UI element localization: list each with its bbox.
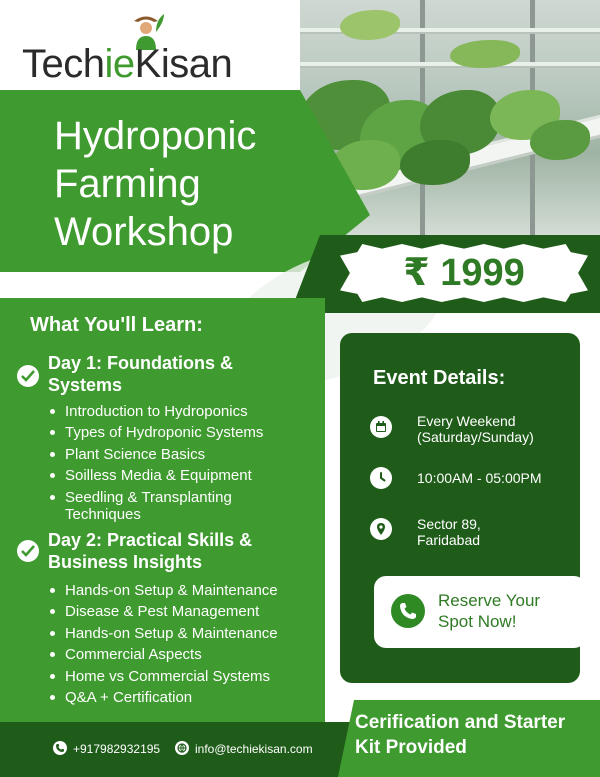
day2-topic-list [50, 582, 320, 710]
email-address[interactable]: info@techiekisan.com [195, 742, 313, 756]
title-line: Workshop [54, 210, 234, 254]
curriculum-heading: What You'll Learn: [30, 314, 203, 336]
list-item: Disease & Pest Management [50, 603, 320, 620]
phone-icon [391, 594, 425, 628]
price-label: ₹ 1999 [403, 252, 525, 294]
photo-rack [300, 62, 600, 68]
title-line: Hydroponic [54, 114, 257, 158]
reserve-label: Reserve Your Spot Now! [438, 591, 541, 631]
phone-icon [53, 741, 67, 755]
day2-title: Day 2: Practical Skills & Business Insights [48, 530, 253, 572]
title-line: Farming [54, 162, 201, 206]
logo-wordmark [22, 42, 232, 87]
day1-title: Day 1: Foundations & Systems [48, 353, 234, 395]
check-icon [17, 540, 39, 562]
curriculum-panel [0, 298, 325, 723]
photo-leaf [340, 10, 400, 40]
clock-icon [370, 467, 392, 489]
check-icon [17, 365, 39, 387]
list-item: Q&A + Certification [50, 689, 320, 706]
event-schedule-text: Every Weekend (Saturday/Sunday) [417, 413, 534, 445]
logo-prefix: Tech [22, 42, 105, 86]
photo-leaf [400, 140, 470, 185]
list-item: Types of Hydroponic Systems [50, 424, 320, 441]
list-item: Plant Science Basics [50, 446, 320, 463]
reserve-spot-button[interactable] [374, 576, 586, 648]
event-heading: Event Details: [373, 367, 506, 389]
list-item: Commercial Aspects [50, 646, 320, 663]
logo-highlight: ie [104, 42, 135, 86]
list-item: Home vs Commercial Systems [50, 668, 320, 685]
certification-text: Cerification and Starter Kit Provided [355, 712, 566, 758]
list-item: Introduction to Hydroponics [50, 403, 320, 420]
list-item: Soilless Media & Equipment [50, 467, 320, 484]
globe-icon [175, 741, 189, 755]
page-title [54, 112, 354, 256]
location-pin-icon [370, 518, 392, 540]
list-item: Hands-on Setup & Maintenance [50, 582, 320, 599]
event-location-text: Sector 89, Faridabad [417, 516, 481, 548]
phone-number[interactable]: +917982932195 [73, 742, 161, 756]
photo-leaf [530, 120, 590, 160]
list-item: Seedling & Transplanting Techniques [50, 489, 265, 523]
list-item: Hands-on Setup & Maintenance [50, 625, 320, 642]
day1-topic-list [50, 403, 320, 527]
calendar-icon [370, 416, 392, 438]
event-time-text: 10:00AM - 05:00PM [417, 470, 542, 486]
techiekisan-logo [22, 10, 272, 90]
logo-suffix: Kisan [134, 42, 233, 86]
